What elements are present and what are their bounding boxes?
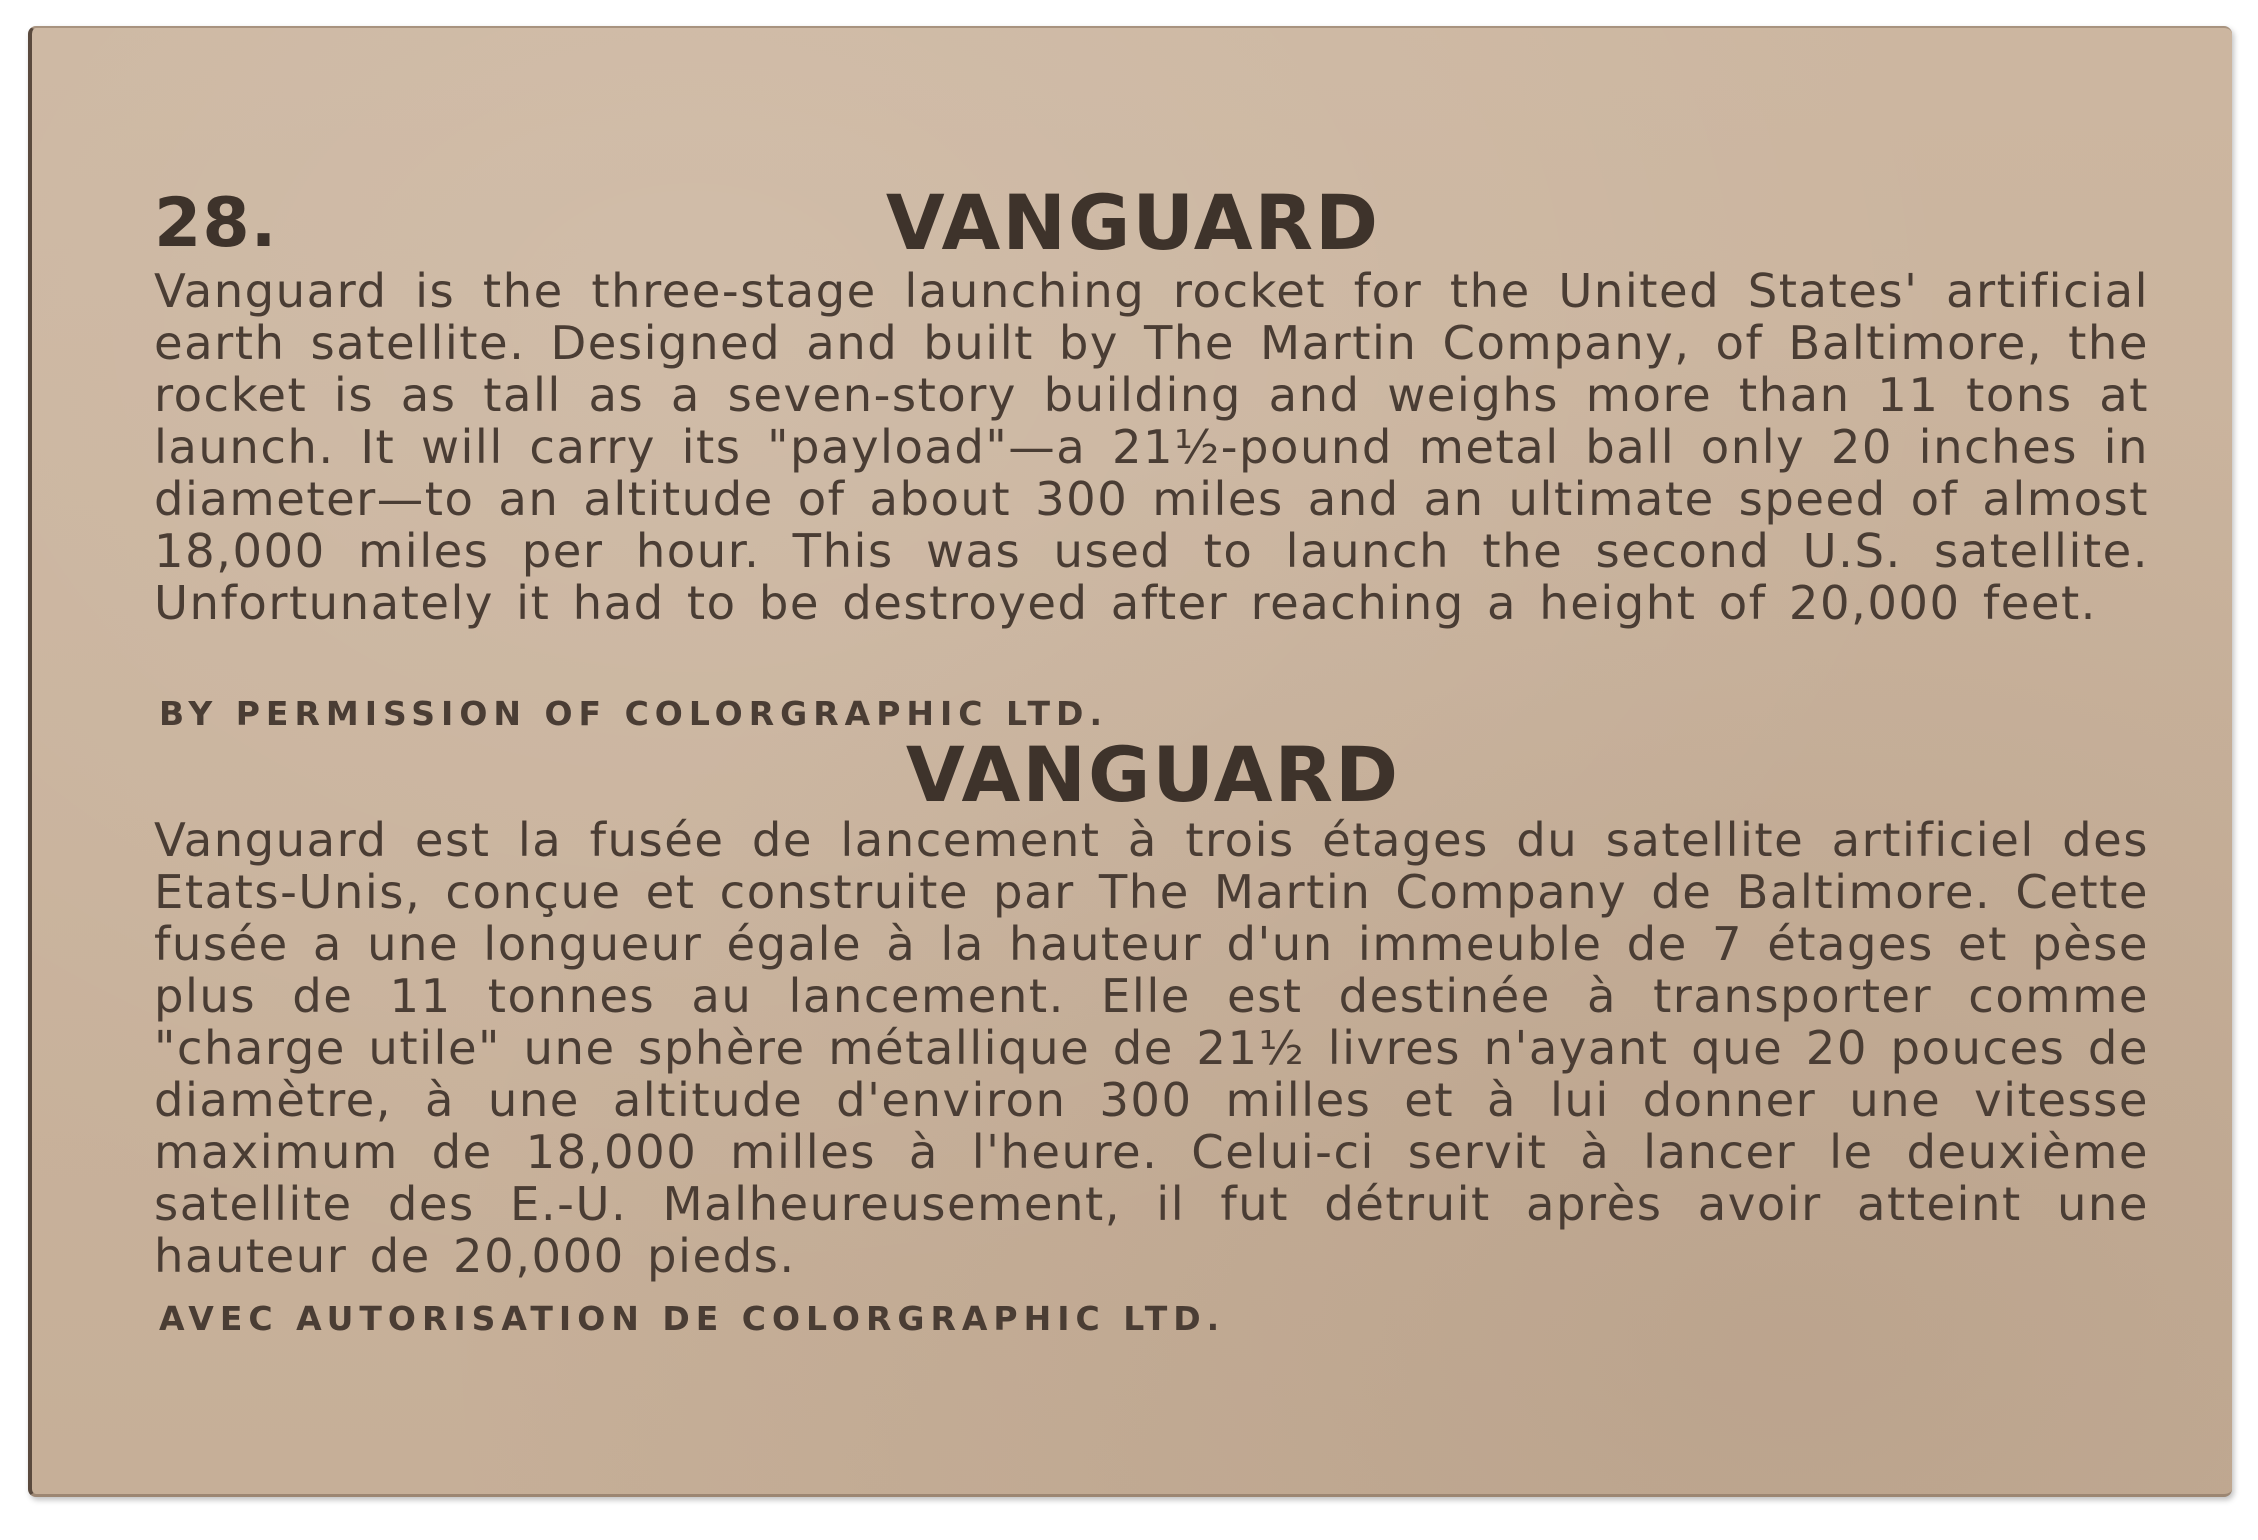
card-number: 28. (154, 184, 278, 263)
body-french: Vanguard est la fusée de lancement à trois étages du satellite artificiel des Etats-Unis, conçue et construite par The Martin Company de Baltimore. Cette fusée a une longueur égale à la hauteur d'un immeuble de 7 étages et pèse plus de 11 tonnes au lancement. Elle est destinée à transporter comme "charge utile" une sphère métallique de 21½ livres n'ayant que 20 pouces de diamètre, à une altitude d'environ 300 milles et à lui donner une vitesse maximum de 18,000 milles à l'heure. Celui-ci servit à lancer le deuxième satellite des E.-U. Malheureusement, il fut détruit après avoir atteint une hauteur de 20,000 pieds. (154, 813, 2149, 1283)
body-english: Vanguard is the three-stage launching rocket for the United States' artificial earth satellite. Designed and built by The Martin Company, of Baltimore, the rocket is as tall as a seven-story building and weighs more than 11 tons at launch. It will carry its "payload"—a 21½-pound metal ball only 20 inches in diameter—to an altitude of about 300 miles and an ultimate speed of almost 18,000 miles per hour. This was used to launch the second U.S. satellite. Unfortunately it had to be destroyed after reaching a height of 20,000 feet. (154, 264, 2149, 630)
permission-english: BY PERMISSION OF COLORGRAPHIC LTD. (159, 694, 1108, 733)
title-english: VANGUARD (885, 178, 1381, 267)
permission-french: AVEC AUTORISATION DE COLORGRAPHIC LTD. (159, 1299, 1226, 1338)
title-french: VANGUARD (905, 730, 1401, 819)
trading-card (28, 26, 2232, 1497)
card-content (4, 2, 2258, 1540)
